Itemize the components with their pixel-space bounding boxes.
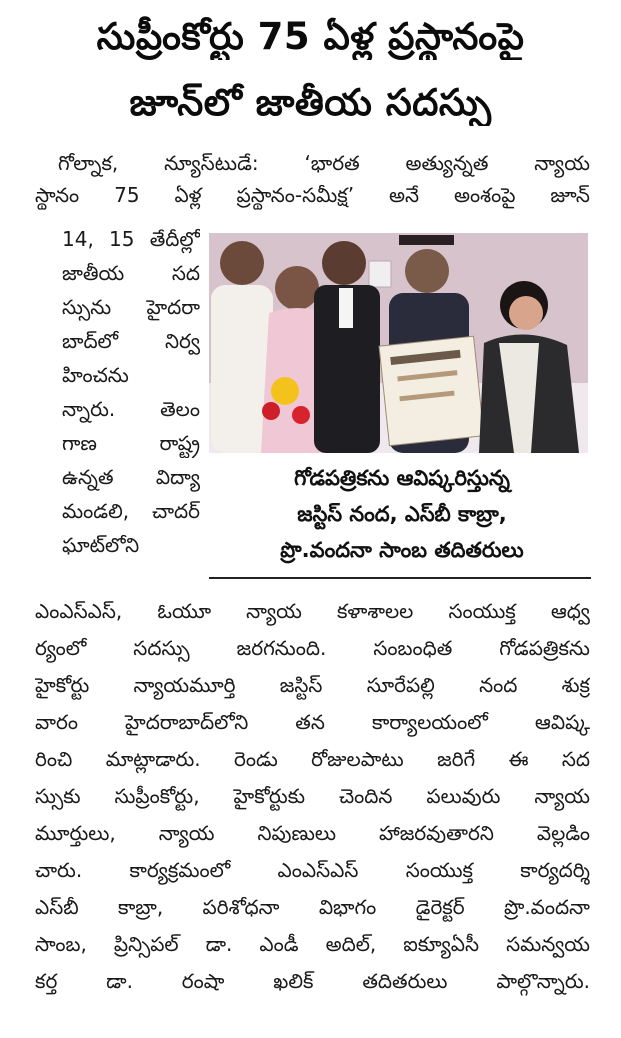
text-line — [35, 670, 590, 700]
word: సంయుక్త — [405, 858, 473, 882]
word: వెల్లడిం — [536, 821, 590, 845]
text-line — [62, 496, 200, 526]
word: డా. — [106, 969, 133, 993]
word: పరిశోధనా — [202, 895, 280, 919]
word: జరగనుంది. — [236, 636, 327, 660]
word: కార్యాలయంలో — [371, 710, 488, 734]
word: కర్త — [35, 969, 58, 993]
word: హైకోర్టు — [35, 673, 90, 697]
word: ఐక్యూఏసీ — [403, 932, 480, 956]
word: న్యూస్‌టుడే: — [164, 151, 259, 175]
word: హైకోర్టుకు — [233, 784, 306, 808]
word: గాణ — [62, 431, 97, 455]
word: రాష్ట్ర — [159, 431, 200, 455]
word: సాంబ, — [35, 932, 87, 956]
word: తన — [295, 710, 325, 734]
word: ఎంఎస్‌ఎస్, — [35, 599, 123, 623]
news-photo — [209, 233, 588, 453]
word: శుక్ర — [561, 673, 590, 697]
headline-line-2: జూన్‌లో జాతీయ సదస్సు — [129, 81, 492, 124]
text-line — [35, 744, 590, 774]
word: ఈ — [508, 747, 529, 771]
word: చారు. — [35, 858, 83, 882]
word: డైరెక్టర్ — [415, 895, 465, 919]
text-line — [35, 596, 590, 626]
word: గోడపత్రికను — [499, 636, 590, 660]
text-line — [62, 258, 200, 288]
text-line — [35, 781, 590, 811]
word: సదస్సు — [133, 636, 190, 660]
word: ఉన్నత — [62, 465, 114, 489]
word: కార్యదర్శి — [520, 858, 590, 882]
word: చాదర్ — [151, 499, 200, 523]
word: సంయుక్త — [448, 599, 516, 623]
word: ఆవిష్క — [534, 710, 590, 734]
word: రెండు — [234, 747, 278, 771]
word: అదిల్, — [325, 932, 377, 956]
text-line — [62, 530, 200, 560]
word: చెందిన — [338, 784, 393, 808]
word: న్యాయ — [534, 151, 590, 175]
word: గోల్నాక, — [58, 151, 119, 175]
word: ఘాట్‌లోని — [62, 533, 140, 557]
text-line — [62, 394, 200, 424]
word: ఓయూ — [157, 599, 212, 623]
text-line — [35, 818, 590, 848]
word: 15 — [109, 227, 135, 251]
word: సంబంధిత — [373, 636, 453, 660]
photo-caption-line-2: జస్టిస్ నంద, ఎస్‌బీ కాబ్రా, — [297, 502, 507, 526]
word: హైదరా — [146, 295, 200, 319]
word: హాజరవుతారని — [379, 821, 494, 845]
word: ర్యంలో — [35, 636, 87, 660]
word: ఆధ్వ — [550, 599, 590, 623]
text-line — [35, 855, 590, 885]
word: తేదీల్లో — [149, 227, 200, 251]
photo-caption-line-3: ప్రొ.వందనా సాంబ తదితరులు — [280, 538, 524, 562]
word: తదితరులు — [362, 969, 448, 993]
word: కాబ్రా, — [118, 895, 164, 919]
text-line — [62, 462, 200, 492]
word: రంషా — [181, 969, 225, 993]
word: కార్యక్రమంలో — [129, 858, 231, 882]
word: ఏళ్ల — [174, 183, 202, 207]
photo-caption-line-1: గోడపత్రికను ఆవిష్కరిస్తున్న — [294, 466, 510, 490]
text-line — [35, 180, 590, 210]
text-line — [62, 360, 200, 390]
text-line — [62, 292, 200, 322]
word: ఎండీ — [259, 932, 299, 956]
text-line — [62, 326, 200, 356]
word: పాల్గొన్నారు. — [496, 969, 590, 993]
word: 75 — [114, 183, 140, 207]
photo-illustration — [209, 233, 588, 453]
word: ప్రొ.వందనా — [503, 895, 590, 919]
word: సద — [561, 747, 590, 771]
word: సమన్వయ — [506, 932, 590, 956]
word: జస్టిస్ — [279, 673, 323, 697]
text-line — [35, 966, 590, 996]
text-line — [35, 929, 590, 959]
word: అంశంపై — [453, 183, 516, 207]
word: ఖలిక్ — [273, 969, 314, 993]
word: ఎంఎస్‌ఎస్ — [277, 858, 359, 882]
word: వారం — [35, 710, 78, 734]
word: విభాగం — [318, 895, 377, 919]
word: ఎస్‌బీ — [35, 895, 79, 919]
word: తెలం — [160, 397, 200, 421]
headline-line-1: సుప్రీంకోర్టు 75 ఏళ్ల ప్రస్థానంపై — [96, 15, 525, 58]
caption-divider — [209, 577, 591, 579]
text-line — [35, 707, 590, 737]
word: జూన్ — [550, 183, 590, 207]
text-line — [35, 633, 590, 663]
word: సద — [171, 261, 200, 285]
word: సుప్రీంకోర్టు, — [114, 784, 200, 808]
word: హించను — [62, 363, 129, 387]
word: అత్యున్నత — [405, 151, 489, 175]
word: న్యాయ — [158, 821, 215, 845]
word: స్సును — [62, 295, 112, 319]
word: న్యాయమూర్తి — [133, 673, 236, 697]
text-line — [58, 148, 590, 178]
word: న్యాయ — [534, 784, 590, 808]
word: మాట్లాడారు. — [105, 747, 201, 771]
word: సూరేపల్లి — [366, 673, 435, 697]
word: కళాశాలల — [336, 599, 414, 623]
word: రించి — [35, 747, 73, 771]
word: ప్రిన్సిపల్ — [113, 932, 179, 956]
word: న్నారు. — [62, 397, 116, 421]
text-line — [62, 428, 200, 458]
word: డా. — [205, 932, 233, 956]
text-line — [35, 892, 590, 922]
word: జాతీయ — [62, 261, 125, 285]
word: బాద్‌లో — [62, 329, 119, 353]
word: నిర్వ — [164, 329, 200, 353]
word: 14, — [62, 227, 94, 251]
word: జరిగే — [437, 747, 476, 771]
word: స్సుకు — [35, 784, 81, 808]
word: విద్యా — [155, 465, 200, 489]
word: అనే — [389, 183, 420, 207]
word: మండలి, — [62, 499, 130, 523]
word: నిపుణులు — [257, 821, 337, 845]
word: న్యాయ — [246, 599, 302, 623]
text-line — [62, 224, 200, 254]
word: ప్రస్థానం-సమీక్ష’ — [236, 183, 355, 207]
word: ‘భారత — [304, 151, 360, 175]
word: స్థానం — [35, 183, 80, 207]
word: నంద — [479, 673, 518, 697]
word: హైదరాబాద్‌లోని — [125, 710, 249, 734]
word: మూర్తులు, — [35, 821, 116, 845]
word: రోజులపాటు — [311, 747, 404, 771]
word: పలువురు — [426, 784, 501, 808]
